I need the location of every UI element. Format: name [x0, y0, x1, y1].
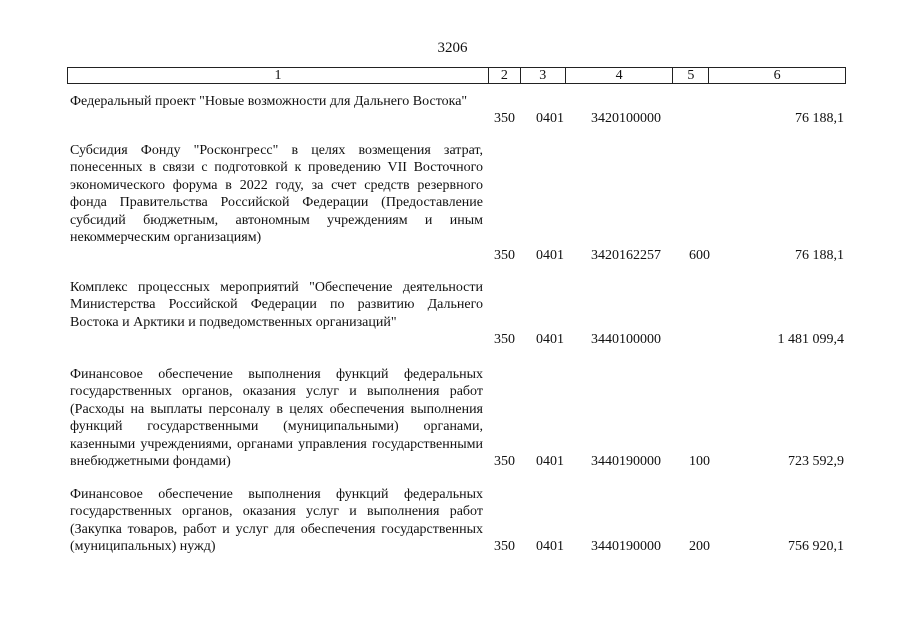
column-header-2: 2 [488, 68, 520, 83]
column-header-6: 6 [708, 68, 845, 83]
column-header-4: 4 [565, 68, 673, 83]
row-description: Федеральный проект "Новые возможности для Дальнего Востока" [70, 94, 468, 109]
row-description: Субсидия Фонду "Росконгресс" в целях возмещения затрат, понесенных в связи с подготовкой к проведению VII Восточного экономического форума в 2022 году, за счет средств резервного фонда Правительства Российской Федерации (Предоставление субсидий бюджетным, автономным учреждениям и иным некоммерческим организациям) [70, 143, 483, 246]
row-gl-code: 350 [494, 248, 515, 263]
row-description: Финансовое обеспечение выполнения функций федеральных государственных органов, оказания услуг и выполнения работ (Закупка товаров, работ и услуг для обеспечения государственных (муниципальных) нужд) [70, 487, 483, 555]
row-amount: 723 592,9 [788, 454, 844, 469]
page-number: 3206 [437, 40, 468, 56]
row-amount: 756 920,1 [788, 539, 844, 554]
row-gl-code: 350 [494, 454, 515, 469]
row-expense-type: 100 [689, 454, 710, 469]
column-header-1: 1 [274, 68, 282, 83]
row-amount: 76 188,1 [795, 248, 844, 263]
row-target-code: 3440100000 [591, 332, 661, 347]
row-gl-code: 350 [494, 111, 515, 126]
row-description: Финансовое обеспечение выполнения функций федеральных государственных органов, оказания услуг и выполнения работ (Расходы на выплаты персоналу в целях обеспечения выполнения функций государственными (муниципальными) органами, казенными учреждениями, органами управления государственными внебюджетными фондами) [70, 367, 483, 470]
row-description: Комплекс процессных мероприятий "Обеспечение деятельности Министерства Российской Федерации по развитию Дальнего Востока и Арктики и подведомственных организаций" [70, 280, 483, 330]
row-gl-code: 350 [494, 539, 515, 554]
row-amount: 76 188,1 [795, 111, 844, 126]
row-section-code: 0401 [536, 332, 564, 347]
row-expense-type: 200 [689, 539, 710, 554]
row-gl-code: 350 [494, 332, 515, 347]
row-amount: 1 481 099,4 [777, 332, 844, 347]
row-section-code: 0401 [536, 454, 564, 469]
row-section-code: 0401 [536, 539, 564, 554]
row-section-code: 0401 [536, 248, 564, 263]
row-target-code: 3420162257 [591, 248, 661, 263]
row-expense-type: 600 [689, 248, 710, 263]
column-header-5: 5 [672, 68, 708, 83]
row-target-code: 3440190000 [591, 454, 661, 469]
column-header-3: 3 [520, 68, 565, 83]
row-target-code: 3440190000 [591, 539, 661, 554]
row-target-code: 3420100000 [591, 111, 661, 126]
table-header [67, 67, 846, 84]
row-section-code: 0401 [536, 111, 564, 126]
